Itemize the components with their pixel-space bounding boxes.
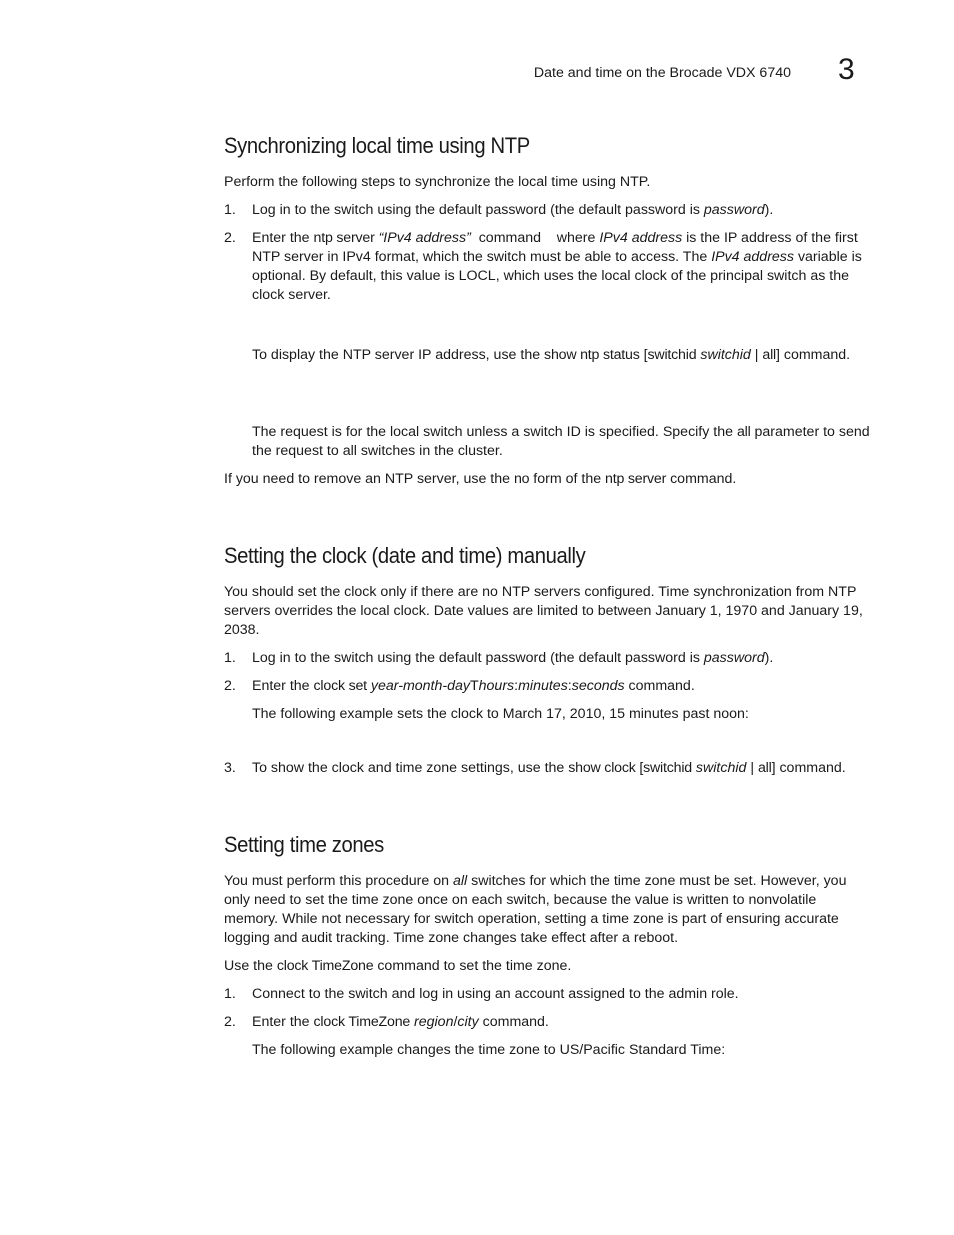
text: “IPv4 address” (374, 230, 471, 246)
text: ). (764, 202, 774, 218)
list-item (224, 677, 870, 696)
text: [ (639, 347, 648, 363)
list-item (224, 229, 870, 305)
paragraph: The following example changes the time zone to US/Pacific Standard Time: (252, 1042, 726, 1058)
text: | (750, 347, 763, 363)
command-keyword: all (757, 760, 772, 776)
text: variable is optional. By default, this value is LOCL, which uses the local clock of the principal switch as the clock server. (252, 249, 862, 303)
text: switchid (691, 760, 747, 776)
step-number: 2. (224, 1014, 236, 1030)
step-number: 2. (224, 678, 236, 694)
text: You must perform this procedure on (224, 873, 453, 889)
text: Enter the (252, 678, 314, 694)
running-header-title: Date and time on the Brocade VDX 6740 (533, 65, 791, 81)
paragraph (224, 346, 870, 365)
text: hours (478, 678, 515, 694)
text: | (746, 760, 758, 776)
text: city (457, 1014, 479, 1030)
text: switchid (696, 347, 751, 363)
command-keyword: no (513, 471, 530, 487)
section-heading-clock: Setting the clock (date and time) manually (224, 543, 586, 568)
text: all (452, 873, 468, 889)
chapter-number: 3 (838, 53, 855, 86)
paragraph (224, 872, 870, 948)
text: IPv4 address (599, 230, 683, 246)
list-item (224, 985, 870, 1004)
step-number: 1. (224, 650, 236, 666)
section-heading-timezones: Setting time zones (224, 832, 384, 857)
text: Log in to the switch using the default password (the default password is (252, 202, 704, 218)
text: : (567, 678, 572, 694)
command-keyword: ntp server (313, 230, 375, 246)
list-item (224, 759, 870, 778)
text: Log in to the switch using the default password (the default password is (252, 650, 704, 666)
text: IPv4 address (711, 249, 794, 265)
step-number: 1. (224, 986, 236, 1002)
text: : (514, 678, 519, 694)
step-number: 2. (224, 230, 236, 246)
step-number: 1. (224, 202, 236, 218)
paragraph: The following example sets the clock to March 17, 2010, 15 minutes past noon: (252, 706, 749, 722)
command-keyword: show clock [switchid (568, 760, 692, 776)
command-keyword: all (762, 347, 776, 363)
text: command where (470, 230, 600, 246)
paragraph (224, 423, 870, 461)
text: seconds (571, 678, 625, 694)
command-keyword: clock set (313, 678, 367, 694)
list-item (224, 649, 870, 668)
text: minutes (518, 678, 568, 694)
paragraph (224, 957, 870, 976)
paragraph: Perform the following steps to synchronize the local time using NTP. (224, 174, 651, 190)
text: password (703, 202, 765, 218)
text: ] command. (771, 760, 846, 776)
text: parameter to send the request to all switches in the cluster. (252, 424, 870, 459)
text: year-month-day (366, 678, 470, 694)
text: Enter the (252, 1014, 314, 1030)
paragraph: You should set the clock only if there are no NTP servers configured. Time synchronization from NTP servers overrides the local clock. Date values are limited to between January 1, 1970 and January 19, 2038. (224, 584, 863, 638)
step-number: 3. (224, 760, 236, 776)
page-content (224, 131, 870, 1060)
text: If you need to remove an NTP server, use the (224, 471, 514, 487)
command-keyword: switchid (647, 347, 697, 363)
text: password (703, 650, 765, 666)
text: / (453, 1014, 458, 1030)
text: region (410, 1014, 454, 1030)
text: Enter the (252, 230, 314, 246)
text: command. (666, 471, 737, 487)
command-keyword: all (736, 424, 751, 440)
text: The request is for the local switch unless a switch ID is specified. Specify the (252, 424, 737, 440)
text: switches for which the time zone must be set. However, you only need to set the time zone once on each switch, because the value is written to nonvolatile memory. While not necessary for switch operation, setting a time zone is part of ensuring accurate logging and audit tracking. Time zone changes take effect after a reboot. (224, 873, 847, 946)
text: Connect to the switch and log in using an account assigned to the admin role. (252, 986, 739, 1002)
paragraph (224, 470, 870, 489)
text: To display the NTP server IP address, use the (252, 347, 545, 363)
text: is the IP address of the first NTP server in IPv4 format, which the switch must be able to access. The (252, 230, 858, 265)
text: To show the clock and time zone settings, use the (252, 760, 569, 776)
text: ] command. (776, 347, 851, 363)
text: Use the (224, 958, 277, 974)
command-keyword: clock TimeZone (276, 958, 374, 974)
command-keyword: clock TimeZone (313, 1014, 411, 1030)
text: T (469, 678, 479, 694)
text: ). (764, 650, 774, 666)
text: command. (624, 678, 695, 694)
text: command. (478, 1014, 549, 1030)
list-item (224, 1013, 870, 1032)
command-keyword: ntp server (605, 471, 667, 487)
command-keyword: show ntp status (544, 347, 640, 363)
text: form of the (529, 471, 606, 487)
section-heading-ntp: Synchronizing local time using NTP (224, 133, 530, 158)
list-item (224, 201, 870, 220)
text: command to set the time zone. (373, 958, 572, 974)
